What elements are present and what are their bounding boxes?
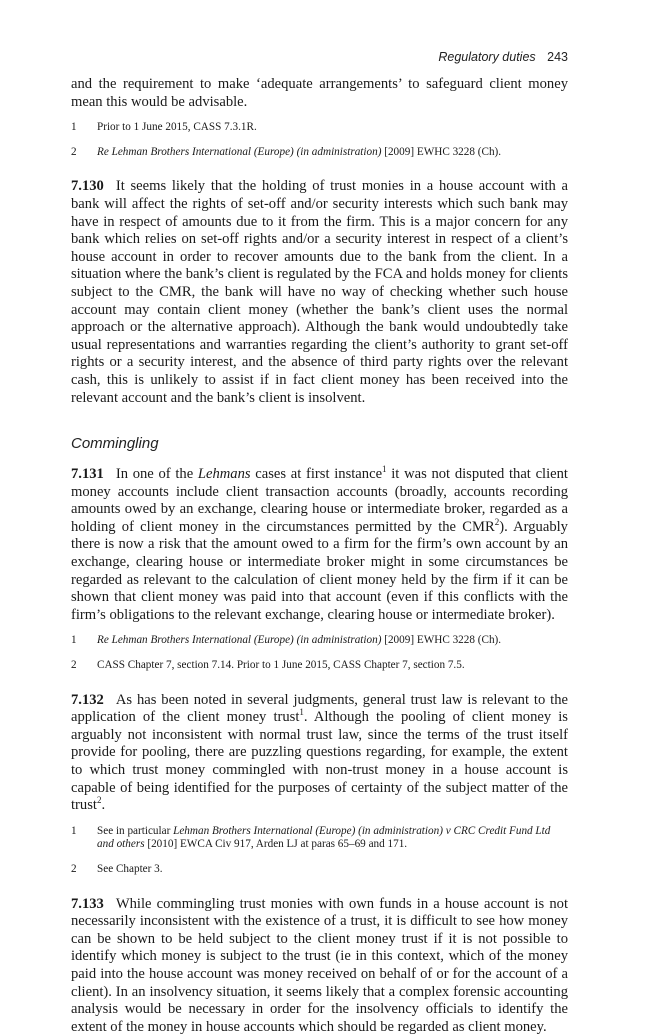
paragraph-text: It seems likely that the holding of trust monies in a house account with a bank will affect the rights of set-off and/or security interests which such bank may have in respect of amounts due to it from the firm. This is a major concern for any bank which relies on set-off rights and/or a security interest in respect of a client’s house account in order to recover amounts due to the bank from the client. In a situation where the bank’s client is regulated by the FCA and holds money for clients subject to the CMR, the bank will have no way of checking whether such house account may contain client money (whether the bank’s client uses the normal approach or the alternative approach). Although the bank would undoubtedly take usual representations and warranties regarding the client’s authority to grant set-off rights or a security interest, and the absence of third party rights over the relevant cash, this is unlikely to assist if in fact client money has been received into the relevant account and the bank’s client is insolvent. [71,178,568,406]
footnote-ref: 1 [382,464,387,475]
footnote-number: 1 [71,121,77,134]
paragraph-7-132: 7.132 As has been noted in several judgments, general trust law is relevant to the application of the client money trust$^1$. Although the pooling of client money is arguably not inconsistent with normal trust law, since the terms of the trust itself provide for pooling, there are puzzling questions regarding, for example, the extent to which trust money commingled with non-trust money in a house account is capable of being identified for the purposes of certainty of the subject matter of the trust$^2$. [71,691,568,814]
footnote [71,863,568,877]
paragraph-text: While commingling trust monies with own funds in a house account is not necessarily inconsistent with the existence of a trust, it is difficult to see how money can be shown to be held subject to the client money trust if it is not possible to identify which money is subject to the trust (ie in this context, which of the money paid into the house account was money received on behalf of or for the account of a client). In an insolvency situation, it seems likely that a complex forensic accounting analysis would be necessary in order for the insolvency officials to identify the extent of the money in house accounts which should be regarded as client money. [71,895,568,1035]
footnote-text: Prior to 1 June 2015, CASS 7.3.1R. [97,121,257,134]
footnote [71,825,568,852]
footnote-number: 2 [71,659,77,672]
footnote-ref: 2 [494,517,500,528]
paragraph-number: 7.130 [71,178,104,195]
footnote-text: Re Lehman Brothers International (Europe) (in administration) [2009] EWHC 3228 (Ch). [97,145,502,158]
footnote [71,634,568,648]
paragraph-number: 7.131 [71,466,104,483]
paragraph-number: 7.132 [71,691,104,708]
paragraph-number: 7.133 [71,895,104,912]
footnote-text: Re Lehman Brothers International (Europe) (in administration) [2009] EWHC 3228 (Ch). [97,634,502,647]
footnote-number: 2 [71,145,77,158]
footnote [71,121,568,135]
paragraph-7-130 [71,178,568,407]
footnote-number: 1 [71,634,77,647]
footnote-number: 1 [71,824,77,837]
continuation-paragraph: and the requirement to make ‘adequate arrangements’ to safeguard client money mean this would be advisable. [71,76,568,110]
page-body [71,76,568,1036]
page-number: 243 [547,50,568,64]
running-header [438,50,568,64]
footnotes-block-1 [71,121,568,159]
footnote [71,659,568,673]
footnotes-block-132 [71,825,568,877]
paragraph-7-133 [71,896,568,1036]
running-title: Regulatory duties [438,50,536,64]
section-heading: Commingling [71,435,159,453]
footnote-text: See in particular Lehman Brothers International (Europe) (in administration) v CRC Credit Fund Ltd and others [2010] EWCA Civ 917, Arden LJ at paras 65–69 and 171. [97,824,551,851]
footnotes-block-131 [71,634,568,672]
footnote-ref: 2 [96,795,102,806]
footnote [71,146,568,160]
footnote-text: See Chapter 3. [97,862,163,875]
footnote-text: CASS Chapter 7, section 7.14. Prior to 1 June 2015, CASS Chapter 7, section 7.5. [97,659,465,672]
case-name: Lehmans [197,466,251,483]
footnote-ref: 1 [299,707,304,718]
paragraph-7-131: 7.131 In one of the Lehmans cases at first instance$^1$ it was not disputed that client money accounts include client transaction accounts (broadly, accounts recording amounts owed by an exchange, clearing house or intermediate broker, regarded as a holding of client money in the circumstances permitted by the CMR$^2$). Arguably there is now a risk that the amount owed to a firm for the firm’s own account by an exchange, clearing house or intermediate broker might in some circumstances be regarded as relevant to the calculation of client money held by the firm if it can be shown that client money was paid into that account (even if this conflicts with the firm’s obligations to the relevant exchange, clearing house or intermediate broker). [71,464,568,623]
footnote-number: 2 [71,862,77,875]
